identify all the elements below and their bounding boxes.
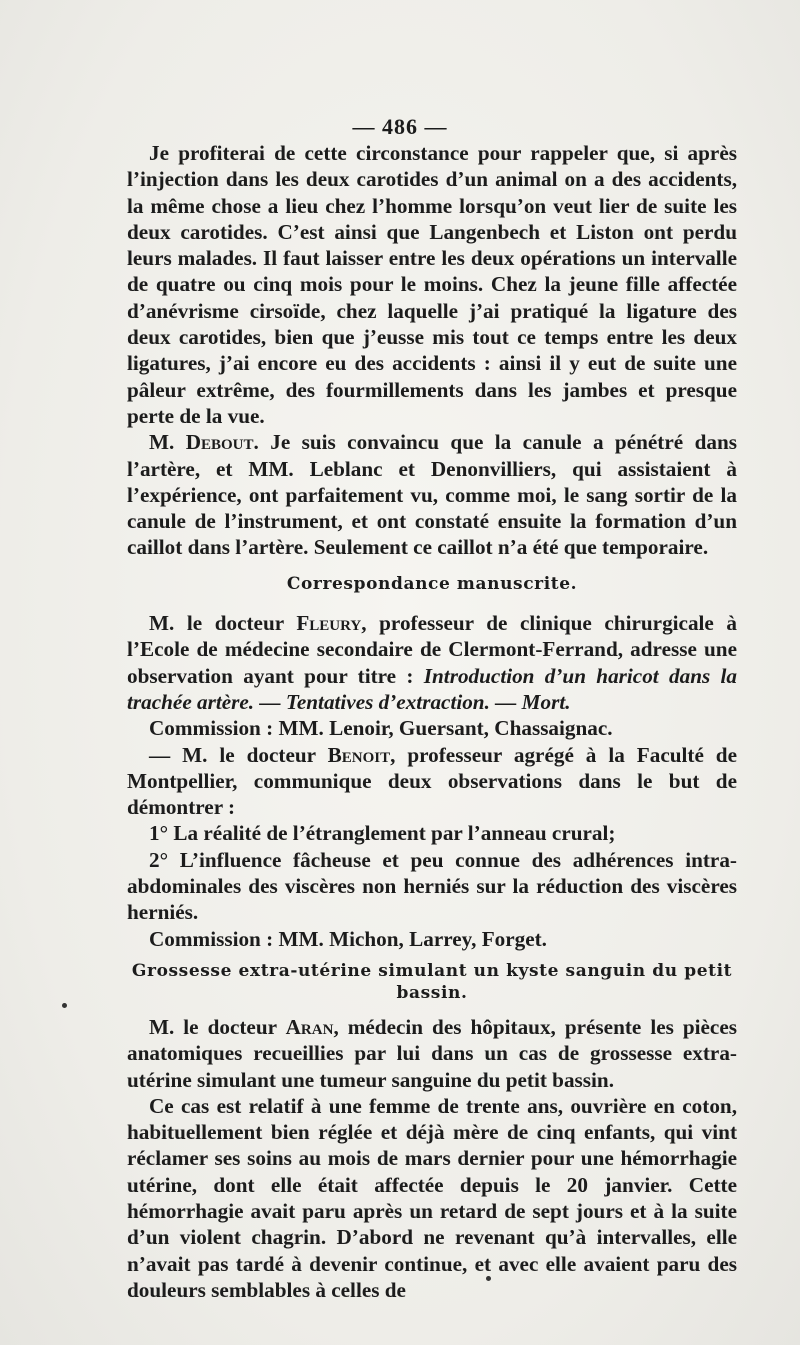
section-heading-correspondance: Correspondance manuscrite. — [286, 573, 578, 594]
paragraph-case: Ce cas est relatif à une femme de trente ans, ouvrière en coton, habituellement bien réglée et déjà mère de cinq enfants, qui vint réclamer ses soins au mois de mars dernier pour une hémorrhagie utérine, dont elle était affectée depuis le 20 janvier. Cette hémorrhagie avait paru après un retard de sept jours et à la suite d’un violent chagrin. D’abord ne revenant qu’à intervalles, elle n’avait pas tardé à devenir continue, et avec elle avaient paru des douleurs semblables à celles de — [127, 1093, 737, 1302]
section-heading-grossesse: Grossesse extra-utérine simulant un kyste sanguin du petit bassin. — [131, 960, 733, 1003]
paragraph-benoit — [127, 742, 737, 821]
commission-line: Commission : MM. Michon, Larrey, Forget. — [149, 926, 547, 951]
lead-text: M. le docteur — [149, 1014, 277, 1039]
paragraph-debout-text: Je suis convaincu que la canule a pénétré dans l’artère, et MM. Leblanc et Denonvilliers, qui assistaient à l’expérience, ont parfaitement vu, comme moi, le sang sortir de la canule de l’instrument, et ont constaté ensuite la formation d’un caillot dans l’artère. Seulement ce caillot n’a été que temporaire. — [127, 430, 737, 560]
commission-line: Commission : MM. Lenoir, Guersant, Chassaignac. — [149, 716, 613, 741]
observation-title: Introduction d’un haricot dans la trachée artère. — Tentatives d’extraction. — Mort. — [127, 663, 738, 714]
doctor-name: Fleury — [296, 611, 362, 636]
lead-text: M. le docteur — [149, 611, 284, 636]
paragraph-injection: Je profiterai de cette circonstance pour rappeler que, si après l’injection dans les deux carotides d’un animal on a des accidents, la même chose a lieu chez l’homme lorsqu’on veut lier de suite les deux carotides. C’est ainsi que Langenbech et Liston ont perdu leurs malades. Il faut laisser entre les deux opérations un intervalle de quatre ou cinq mois pour le moins. Chez la jeune fille affectée d’anévrisme cirsoïde, chez laquelle j’ai pratiqué la ligature des deux carotides, bien que j’eusse mis tout ce temps entre les deux ligatures, j’ai encore eu des accidents : ainsi il y eut de suite une pâleur extrême, des fourmillements dans les jambes et presque perte de la vue. — [127, 141, 737, 428]
lead-text: — M. le docteur — [149, 742, 316, 767]
paragraph-fleury-text: , professeur de clinique chirurgicale à l’Ecole de médecine secondaire de Clermont-Ferrand, adresse une observation ayant pour titre : — [127, 611, 738, 688]
ink-speck — [62, 1003, 67, 1008]
paragraph-aran — [127, 1014, 737, 1093]
paragraph-aran-text: , médecin des hôpitaux, présente les pièces anatomiques recueillies par lui dans un cas de grossesse extra-utérine simulant une tumeur sanguine du petit bassin. — [127, 1014, 737, 1092]
ink-speck — [486, 1276, 491, 1281]
page-number: — 486 — — [352, 114, 448, 139]
list-item: 2° L’influence fâcheuse et peu connue des adhérences intra-abdominales des viscères non herniés sur la réduction des viscères herniés. — [127, 847, 737, 925]
body-text — [127, 140, 737, 1303]
speaker-name: M. Debout. — [149, 430, 259, 455]
paragraph-fleury — [127, 610, 737, 715]
paragraph-benoit-text: , professeur agrégé à la Faculté de Montpellier, communique deux observations dans le but de démontrer : — [127, 742, 737, 820]
paragraph-debout — [127, 429, 737, 560]
doctor-name: Benoit — [327, 742, 391, 767]
list-item: 1° La réalité de l’étranglement par l’anneau crural; — [149, 821, 616, 846]
doctor-name: Aran — [285, 1014, 334, 1039]
